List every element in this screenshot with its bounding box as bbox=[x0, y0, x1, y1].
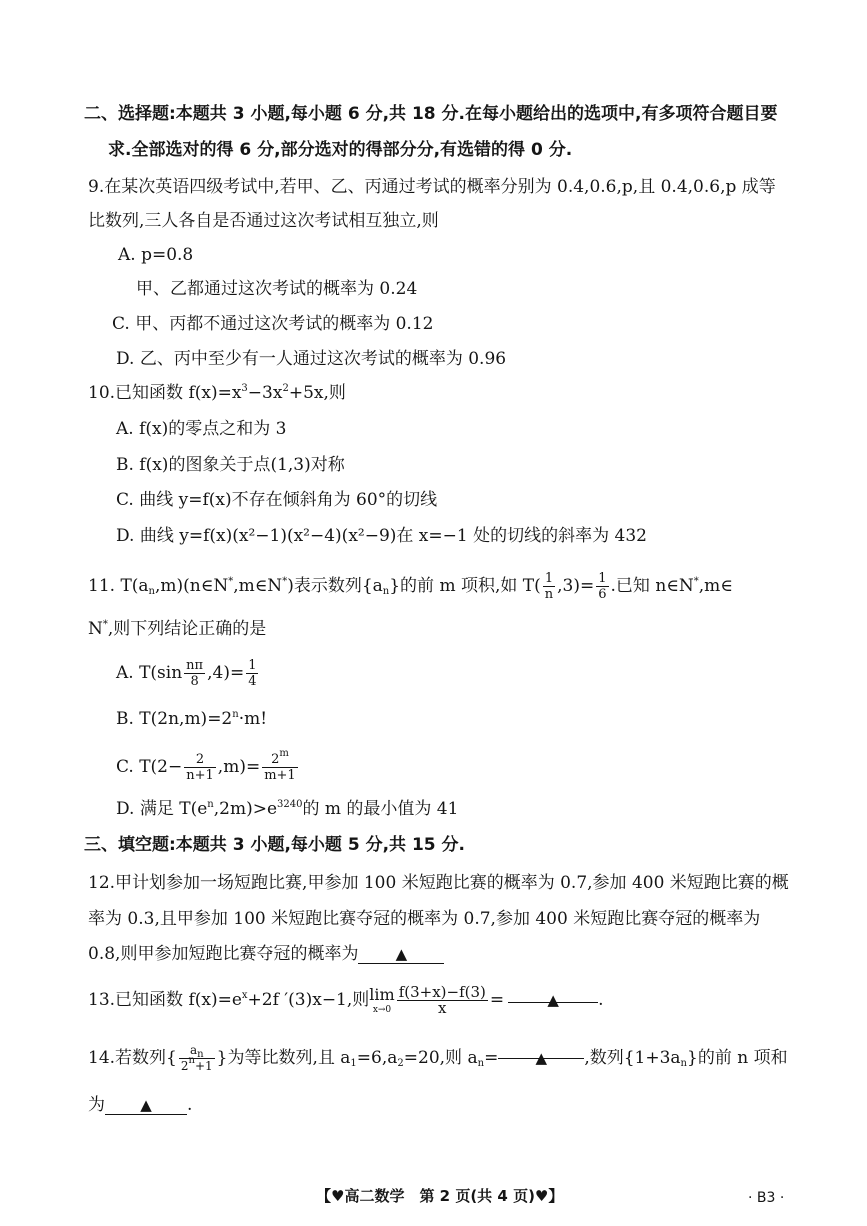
q11-option-d: D. 满足 $T(e^n,2m)>e^{3240}$的 m 的最小值为 41 bbox=[116, 799, 459, 819]
q11-option-a: A. T(sin $\frac{n\pi}{8}$ ,4)= $\frac{1}{4}$ bbox=[116, 658, 257, 689]
q11-stem-line2: N*,则下列结论正确的是 bbox=[88, 619, 267, 639]
q10-option-c: C. 曲线 y=f(x)不存在倾斜角为 60°的切线 bbox=[116, 490, 438, 510]
paper-code: · B3 · bbox=[748, 1190, 785, 1206]
section-2-heading-line2: 求.全部选对的得 6 分,部分选对的得部分分,有选错的得 0 分. bbox=[108, 140, 573, 160]
q12-stem-line3: 0.8,则甲参加短跑比赛夺冠的概率为 ▲ bbox=[88, 943, 444, 965]
q10-option-d: D. 曲线 y=f(x)(x²−1)(x²−4)(x²−9)在 x=−1 处的切线的斜率为 432 bbox=[116, 526, 647, 546]
section-2-heading-line1: 二、选择题:本题共 3 小题,每小题 6 分,共 18 分.在每小题给出的选项中,有多项符合题目要 bbox=[84, 104, 778, 124]
q14-stem-line2: 为 ▲ . bbox=[88, 1095, 193, 1115]
q11-fraction-1-over-6: $\frac{1}{6}$ bbox=[598, 571, 607, 602]
q9-option-d: D. 乙、丙中至少有一人通过这次考试的概率为 0.96 bbox=[116, 349, 507, 369]
section-3-heading: 三、填空题:本题共 3 小题,每小题 5 分,共 15 分. bbox=[84, 835, 465, 855]
q11-stem-line1: 11. $T(a_n,m)(n\in N^*,m\in N^*)$表示数列$\{a_n\}$的前 m 项积,如 T( $\frac{1}{n}$ ,3)= $\frac{1}{6}$ .已知 n∈N*,m∈ bbox=[88, 571, 733, 602]
q10-stem: 10.已知函数 $f(x)=x^3-3x^2+5x$,则 bbox=[88, 383, 346, 403]
q14-stem-line1: 14.若数列{ $\frac{a_n}{2^n+1}$ }为等比数列,且 $a_1=6,a_2=20$,则 $a_n=$ ▲ ,数列$\{1+3a_n\}$的前 n 项和 bbox=[88, 1038, 788, 1078]
q13-stem: 13.已知函数 $f(x)=e^x+2f$ ′(3)x−1,则 lim x→0 $\frac{f(3+x)-f(3)}{x}$ = ▲ . bbox=[88, 983, 604, 1017]
q11-option-b: B. $T(2n,m)=2^n\cdot m$! bbox=[116, 709, 268, 729]
triangle-marker-icon: ▲ bbox=[140, 1096, 152, 1114]
triangle-marker-icon: ▲ bbox=[535, 1049, 548, 1067]
q14-answer-blank-an[interactable] bbox=[498, 1038, 584, 1067]
q12-answer-blank[interactable] bbox=[358, 943, 444, 964]
q14-answer-blank-sum[interactable] bbox=[105, 1094, 187, 1115]
q9-option-b: 甲、乙都通过这次考试的概率为 0.24 bbox=[136, 279, 418, 299]
q9-stem-line1: 9.在某次英语四级考试中,若甲、乙、丙通过考试的概率分别为 0.4,0.6,p,且 0.4,0.6,p 成等 bbox=[88, 177, 776, 197]
triangle-marker-icon: ▲ bbox=[547, 991, 559, 1009]
triangle-marker-icon: ▲ bbox=[395, 945, 408, 963]
q12-stem-line1: 12.甲计划参加一场短跑比赛,甲参加 100 米短跑比赛的概率为 0.7,参加 400 米短跑比赛的概 bbox=[88, 873, 789, 893]
q9-option-c: C. 甲、丙都不通过这次考试的概率为 0.12 bbox=[112, 314, 434, 334]
q9-stem-line2: 比数列,三人各自是否通过这次考试相互独立,则 bbox=[88, 211, 439, 231]
q13-limit: lim x→0 bbox=[369, 984, 395, 1015]
q13-answer-blank[interactable] bbox=[508, 982, 598, 1009]
q10-option-b: B. f(x)的图象关于点(1,3)对称 bbox=[116, 455, 345, 475]
q11-option-c: C. T(2− $\frac{2}{n+1}$ ,m)= $\frac{2^m}{m+1}$ bbox=[116, 748, 296, 783]
q11-fraction-1-over-n: $\frac{1}{n}$ bbox=[544, 571, 554, 602]
q12-stem-line2: 率为 0.3,且甲参加 100 米短跑比赛夺冠的概率为 0.7,参加 400 米短跑比赛夺冠的概率为 bbox=[88, 909, 761, 929]
q9-option-a: A. p=0.8 bbox=[118, 245, 194, 265]
q10-option-a: A. f(x)的零点之和为 3 bbox=[116, 419, 287, 439]
page-footer: 【♥高二数学 第 2 页(共 4 页)♥】 bbox=[316, 1187, 564, 1205]
